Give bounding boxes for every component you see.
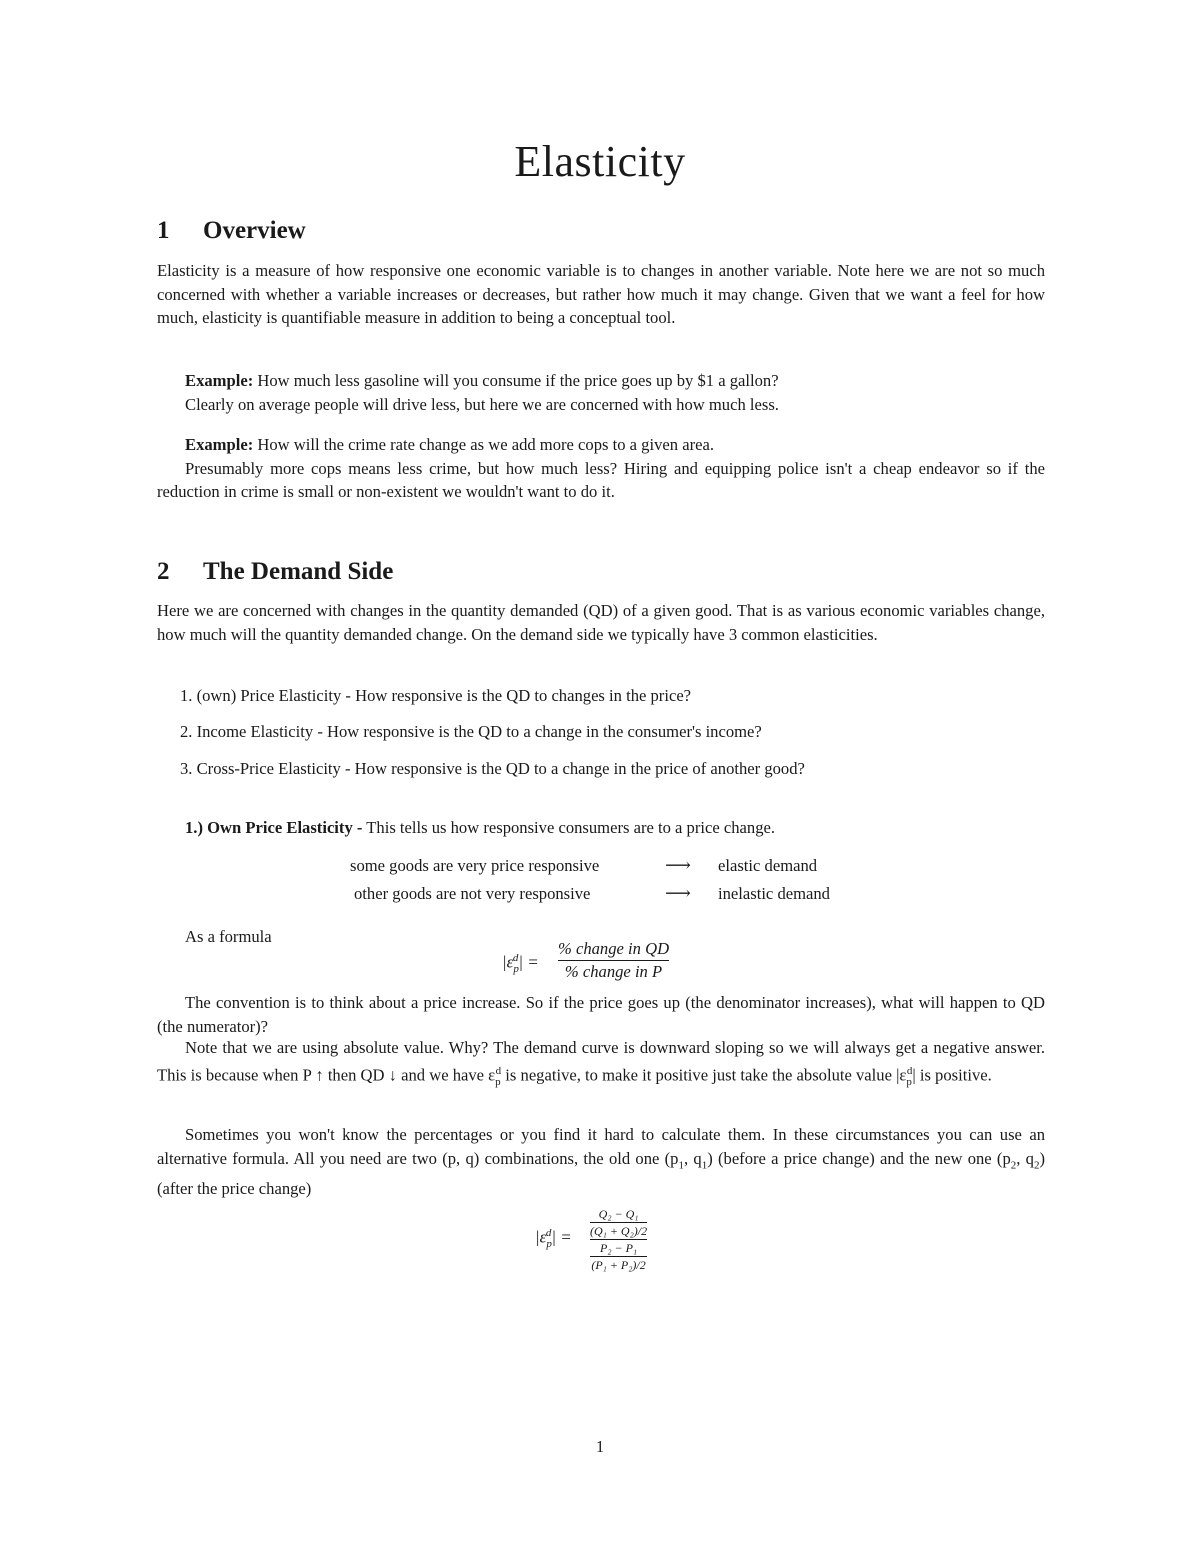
example-gasoline <box>157 369 1045 416</box>
section-title: Overview <box>203 217 306 244</box>
goods-right-1: elastic demand <box>718 856 818 875</box>
section-heading-demand <box>157 557 393 587</box>
document-title: Elasticity <box>514 137 686 186</box>
example-label: Example: <box>185 435 254 454</box>
formula-denominator-numerator: P₂ − P₁ <box>600 1241 638 1255</box>
list-item: 1. (own) Price Elasticity - How responsive is the QD to changes in the price? <box>180 686 692 705</box>
own-price-definition <box>185 816 775 840</box>
arrow-icon: ⟶ <box>665 883 691 903</box>
page-number: 1 <box>595 1437 605 1456</box>
as-formula-label: As a formula <box>185 927 272 946</box>
goods-right-2: inelastic demand <box>718 884 830 903</box>
list-item: 2. Income Elasticity - How responsive is the QD to a change in the consumer's income? <box>180 722 762 741</box>
goods-left-1: some goods are very price responsive <box>350 856 600 875</box>
goods-left-2: other goods are not very responsive <box>354 884 591 903</box>
formula-numerator: % change in QD <box>558 939 670 958</box>
demand-paragraph: Here we are concerned with changes in the quantity demanded (QD) of a given good. That is as various economic variables change, how much will the quantity demanded change. On the demand side we typically have 3 common elasticities. <box>157 601 1045 644</box>
section-number: 2 <box>157 558 170 585</box>
arrow-icon: ⟶ <box>665 855 691 875</box>
alternative-formula-paragraph: Sometimes you won't know the percentages or you find it hard to calculate them. In these circumstances you can use an alternative formula. All you need are two (p, q) combinations, the old one ($p_1$, $q_1$) (before a price change) and the new one ($p_2$, $q_2$) (after the price change) <box>157 1125 1046 1199</box>
example-answer: Clearly on average people will drive less, but here we are concerned with how much less. <box>185 394 779 414</box>
own-price-label: 1.) Own Price Elasticity - <box>185 818 363 837</box>
absolute-value-paragraph: Note that we are using absolute value. Why? The demand curve is downward sloping so we will always get a negative answer. This is because when P ↑ then QD ↓ and we have $\varepsilon_p^d$ is negative, to make it positive just take the absolute value $|\varepsilon_p^d|$ is positive. <box>157 1038 1045 1088</box>
example-question: How will the crime rate change as we add more cops to a given area. <box>253 435 714 454</box>
example-crime <box>157 433 1045 504</box>
convention-paragraph: The convention is to think about a price increase. So if the price goes up (the denominator increases), what will happen to QD (the numerator)? <box>157 993 1045 1036</box>
formula-denominator: % change in P <box>564 962 663 981</box>
formula-1-lhs: $|\varepsilon_p^d|$ = <box>502 952 539 976</box>
formula-denominator-denominator: (P₁ + P₂)/2 <box>591 1258 646 1272</box>
formula-numerator-denominator: (Q₁ + Q₂)/2 <box>590 1224 648 1238</box>
section-title: The Demand Side <box>203 558 394 585</box>
formula-2-lhs: $|\varepsilon_p^d|$ = <box>535 1227 572 1251</box>
formula-2-fraction <box>590 1207 647 1272</box>
section-heading-overview <box>157 216 306 246</box>
section-number: 1 <box>157 217 170 244</box>
overview-paragraph: Elasticity is a measure of how responsive one economic variable is to changes in another variable. Note here we are not so much concerned with whether a variable increases or decreases, but rather how much it may change. Given that we want a feel for how much, elasticity is quantifiable measure in addition to being a conceptual tool. <box>157 261 1045 327</box>
formula-1-fraction <box>558 939 669 982</box>
example-question: How much less gasoline will you consume if the price goes up by $1 a gallon? <box>253 371 779 390</box>
list-item: 3. Cross-Price Elasticity - How responsive is the QD to a change in the price of another good? <box>180 759 805 778</box>
example-answer: Presumably more cops means less crime, but how much less? Hiring and equipping police isn't a cheap endeavor so if the reduction in crime is small or non-existent we wouldn't want to do it. <box>157 458 1045 501</box>
own-price-text: This tells us how responsive consumers are to a price change. <box>362 818 776 837</box>
example-label: Example: <box>185 371 254 390</box>
formula-numerator-numerator: Q₂ − Q₁ <box>598 1207 639 1221</box>
